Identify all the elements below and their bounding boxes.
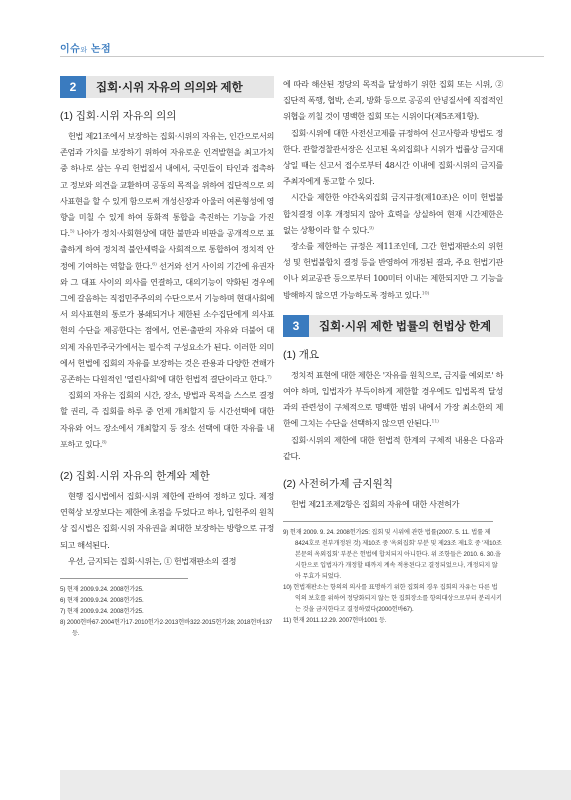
footnote: 6) 현재 2009.9.24. 2008헌가25. <box>60 597 144 605</box>
footnote-ref: 5) <box>69 228 75 235</box>
page-header <box>0 0 571 80</box>
section-title: 집회·시위 자유의 의의와 제한 <box>96 82 243 94</box>
left-column <box>60 76 274 639</box>
section-title: 집회·시위 제한 법률의 헌법상 한계 <box>319 320 492 333</box>
footnote-divider <box>283 521 493 522</box>
footnote: 7) 현재 2009.9.24. 2008헌가25. <box>60 608 144 616</box>
footnote-ref: 8) <box>101 439 107 446</box>
paragraph: 에 따라 해산된 정당의 목적을 달성하기 위한 집회 또는 시위, ② 집단적 폭행, 협박, 손괴, 방화 등으로 공공의 안녕질서에 직접적인 위협을 끼칠 것이 명백한 집회 또는 시위이다(제5조제1항). <box>283 79 503 122</box>
footnote-ref: 11) <box>431 418 439 425</box>
footnote-ref: 10) <box>421 289 429 296</box>
section-3-heading <box>283 315 503 337</box>
paragraph: 집회·시위에 대한 사전신고제를 규정하여 신고사항과 방법도 정한다. 관할경찰관서장은 신고된 옥외집회나 시위가 법률상 금지대상일 때는 신고서 접수로부터 48시간 이내에 집회·시위의 금지를 주최자에게 통고할 수 있다. <box>283 127 503 187</box>
paragraph: 장소를 제한하는 규정은 제11조인데, 그간 헌법재판소의 위헌성 및 헌법불합치 결정 등을 반영하여 개정된 결과, 주요 헌법기관이나 외교공관 등으로부터 100미터 이내는 제한되지만 그 기능을 방해하지 않으면 가능하도록 정하고 있다.$^{10)}$ <box>283 241 503 300</box>
footnote: 8) 2000헌바67·2004헌가17·2010헌가2·2013헌바322·2015헌가28; 2018헌바137 등. <box>60 619 273 638</box>
section-number: 3 <box>283 315 309 337</box>
paragraph: 집회·시위의 제한에 대한 헌법적 한계의 구체적 내용은 다음과 같다. <box>283 434 503 461</box>
footnote: 9) 헌재 2009. 9. 24. 2008헌가25: 집회 및 시위에 관한 법률(2007. 5. 11. 법률 제8424호로 전부개정된 것) 제10조 중 '옥외집회' 부분 및 제23조 제1호 중 '제10조 본문의 옥외집회' 부분은 헌법에 합치되지 아니한다. 위 조항들은 2010. 6. 30.을 시한으로 입법자가 개정할 때까지 계속 적용된다고 결정되었으나, 개정되지 않아 무효가 되었다. <box>283 529 502 581</box>
section-label: 이슈와 논점 <box>60 44 112 55</box>
right-column <box>283 76 503 626</box>
footnote-ref: 7) <box>266 374 272 381</box>
paragraph: 헌법 제21조제2항은 집회의 자유에 대한 사전허가 <box>291 499 460 510</box>
footnote-divider <box>60 578 188 579</box>
footnote: 11) 현재 2011.12.29. 2007헌마1001 등. <box>283 617 387 625</box>
footnote-ref: 6) <box>152 260 157 267</box>
subheading: (2) 집회·시위 자유의 한계와 제한 <box>60 470 210 483</box>
subheading: (2) 사전허가제 금지원칙 <box>283 478 393 491</box>
paragraph: 우선, 금지되는 집회·시위는, ① 헌법재판소의 결정 <box>68 555 237 566</box>
paragraph: 집회의 자유는 집회의 시간, 장소, 방법과 목적을 스스로 결정할 권리, 즉 집회를 하루 중 언제 개최할지 등 시간선택에 대한 자유와 어느 장소에서 개최할지 등 장소 선택에 대한 자유를 내포하고 있다.$^{8)}$ <box>60 390 274 449</box>
subheading: (1) 개요 <box>283 348 320 361</box>
paragraph: 정치적 표현에 대한 제한은 '자유를 원칙으로, 금지를 예외로' 하여야 하며, 입법자가 부득이하게 제한할 경우에도 입법목적 달성과의 관련성이 구체적으로 명백한 범위 내에서 가장 최소한의 제한에 그치는 수단을 선택하지 않으면 안된다.$^{11)}$ <box>283 369 503 429</box>
header-divider <box>60 56 544 57</box>
paragraph: 시간을 제한한 야간옥외집회 금지규정(제10조)은 이미 헌법불합치결정 이후 개정되지 않아 효력을 상실하여 현재 시간제한은 없는 상황이라 할 수 있다.$^{9)}$ <box>283 192 503 235</box>
section-2-heading <box>60 76 274 98</box>
subheading: (1) 집회·시위 자유의 의의 <box>60 110 177 122</box>
section-number: 2 <box>60 76 86 98</box>
footnote-ref: 9) <box>369 225 374 232</box>
footnote: 5) 현재 2009.9.24. 2008헌가25. <box>60 586 144 594</box>
paragraph: 헌법 제21조에서 보장하는 집회·시위의 자유는, 인간으로서의 존엄과 가치를 보장하기 위하여 자유로운 인격발현을 최고가치 중 하나로 삼는 우리 헌법질서 내에서, 국민들이 타인과 접촉하고 정보와 의견을 교환하며 공동의 목적을 위하여 집단적으로 의사표현을 할 수 있게 함으로써 개성신장과 아울러 여론형성에 영향을 미칠 수 있게 하여 동화적 통합을 촉진하는 기능을 가진다.$^{5)}$ 나아가 정치·사회현상에 대한 불만과 비판을 공개적으로 표출하게 하여 정치적 불안세력을 사회적으로 통합하여 정치적 안정에 기여하는 역할을 한다.$^{6)}$ 선거와 선거 사이의 기간에 유권자와 그 대표 사이의 의사를 연결하고, 대의기능이 약화된 경우에 그에 갈음하는 직접민주주의의 수단으로서 기능하며 현대사회에서 의사표현의 통로가 봉쇄되거나 제한된 소수집단에게 의사표현의 수단을 제공한다는 점에서, 언론·출판의 자유와 더불어 대의제 자유민주국가에서는 필수적 구성요소가 된다. 이러한 의미에서 헌법에 집회의 자유를 보장하는 것은 관용과 다양한 견해가 공존하는 다원적인 '열린사회'에 대한 헌법적 결단이라고 한다.$^{7)}$ <box>60 131 274 385</box>
footer-band <box>60 770 571 800</box>
paragraph: 현행 집시법에서 집회·시위 제한에 관하여 정하고 있다. 제정 연혁상 보장보다는 제한에 초점을 두었다고 하나, 입헌주의 원칙상 집시법은 집회·시위 자유권을 최대한 보장하는 방향으로 규정되고 해석된다. <box>60 491 274 550</box>
footnote: 10) 헌법재판소는 항의의 의사를 표명하기 위한 집회의 경우 집회의 자유는 다른 법익의 보호를 위하여 정당화되지 않는 한 집회장소를 항의대상으로부터 분리시키는 것을 금지한다고 결정하였다(2000헌바67). <box>283 584 502 614</box>
